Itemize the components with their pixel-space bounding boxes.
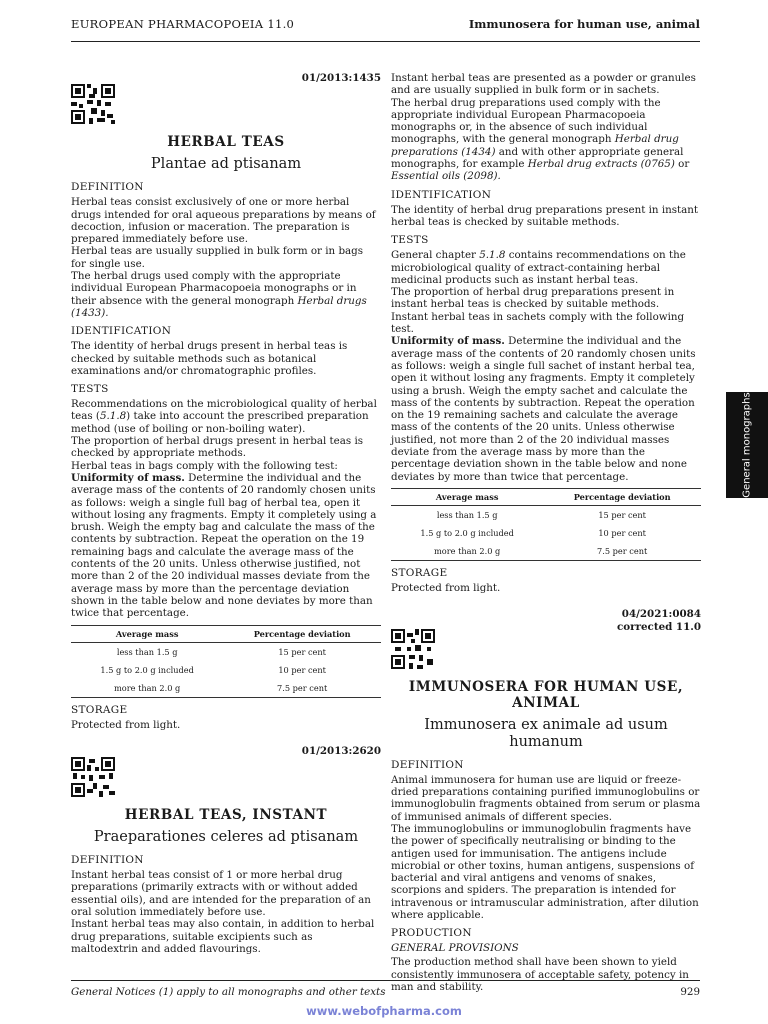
table-row: 1.5 g to 2.0 g included 10 per cent <box>100 664 326 675</box>
deviation-table <box>391 488 701 561</box>
paragraph: The proportion of herbal drug preparations present in instant herbal teas is checked by suitable methods. <box>391 286 675 311</box>
monograph-title: IMMUNOSERA FOR HUMAN USE, ANIMAL <box>408 678 684 711</box>
cross-reference: Herbal drug preparations (1434) <box>391 133 679 158</box>
test-label: Uniformity of mass. <box>71 471 185 484</box>
test-label: Uniformity of mass. <box>391 335 505 348</box>
right-column <box>391 72 701 993</box>
running-header-left: EUROPEAN PHARMACOPOEIA 11.0 <box>71 17 295 31</box>
monograph-title: HERBAL TEAS <box>167 134 285 151</box>
monograph-id-immunosera: 04/2021:0084 <box>621 608 701 621</box>
monograph-id-herbal-teas: 01/2013:1435 <box>301 72 381 84</box>
left-column <box>71 72 381 955</box>
paragraph: Herbal teas are usually supplied in bulk form or in bags for single use. <box>71 245 364 270</box>
section-tab-label: General monographs <box>741 392 753 498</box>
qr-code-icon <box>71 757 115 797</box>
correction-note: corrected 11.0 <box>617 620 701 633</box>
paragraph: Protected from light. <box>391 581 501 594</box>
table-header: Average mass <box>391 488 543 505</box>
latin-title: Immunosera ex animale ad usum humanum <box>424 716 668 750</box>
cross-reference: 5.1.8 <box>479 249 506 262</box>
paragraph: Animal immunosera for human use are liquid or freeze-dried preparations containing purified immunoglobulins or immunoglobulin fragments obtained from serum or plasma of immunised animals of different species. <box>391 773 701 823</box>
paragraph: The identity of herbal drug preparations present in instant herbal teas is checked by suitable methods. <box>391 203 699 228</box>
table-header: Average mass <box>71 625 223 642</box>
table-row: less than 1.5 g 15 per cent <box>116 646 326 657</box>
paragraph: Uniformity of mass. Determine the individual and the average mass of the contents of 20 randomly chosen units as follows: weigh a single full sachet of instant herbal tea, open it without losing any fragments. Empty it completely using a brush. Weigh the empty sachet and calculate the mass of the contents by subtraction. Repeat the operation on the 19 remaining sachets and calculate the average mass of the contents of the 20 units. Unless otherwise justified, not more than 2 of the 20 individual masses deviate from the average mass by more than the percentage deviation shown in the table below and none deviates by more than twice that percentage. <box>391 335 696 483</box>
paragraph: The herbal drug preparations used comply with the appropriate individual European Pharmacopoeia monographs or, in the absence of such individual monographs, with the general monograph Herbal drug preparations (1434) and with other appropriate general monographs, for example Herbal drug extracts (0765) or Essential oils (2098). <box>391 96 690 183</box>
footer-rule <box>71 980 700 981</box>
latin-title: Praeparationes celeres ad ptisanam <box>93 829 359 846</box>
running-header-right: Immunosera for human use, animal <box>468 17 700 31</box>
cross-reference: Herbal drugs (1433). <box>71 294 367 319</box>
section-heading: DEFINITION <box>71 181 144 194</box>
section-heading: PRODUCTION <box>391 927 472 940</box>
paragraph: The proportion of herbal drugs present in herbal teas is checked by appropriate methods. <box>71 435 364 460</box>
paragraph: Herbal teas consist exclusively of one or more herbal drugs intended for oral aqueous preparations by means of decoction, infusion or maceration. The preparation is prepared immediately before use. <box>71 196 376 246</box>
paragraph: Instant herbal teas in sachets comply with the following test. <box>391 310 685 336</box>
paragraph: Uniformity of mass. Determine the individual and the average mass of the contents of 20 randomly chosen units as follows: weigh a single full bag of herbal tea, open it without losing any fragments. Empty it completely using a brush. Weigh the empty bag and calculate the mass of the contents by subtraction. Repeat the operation on the 19 remaining bags and calculate the average mass of the contents of the 20 units. Unless otherwise justified, not more than 2 of the 20 individual masses deviate from the average mass by more than the percentage deviation shown in the table below and none deviates by more than twice that percentage. <box>71 471 377 620</box>
paragraph: Recommendations on the microbiological quality of herbal teas (5.1.8) take into account the prescribed preparation method (use of boiling or non-boiling water). <box>71 398 377 435</box>
cross-reference: Essential oils (2098). <box>391 170 501 183</box>
monograph-id-herbal-teas-instant: 01/2013:2620 <box>301 744 381 757</box>
paragraph: Herbal teas in bags comply with the following test: <box>71 459 338 472</box>
watermark-link[interactable]: www.webofpharma.com <box>306 1004 462 1018</box>
paragraph: The identity of herbal drugs present in herbal teas is checked by suitable methods such as botanical examinations and/or chromatographic profiles. <box>71 340 348 377</box>
paragraph: Instant herbal teas consist of 1 or more herbal drug preparations (primarily extracts with or without added essential oils), and are intended for the preparation of an oral solution immediately before use. <box>71 869 371 918</box>
monograph-title: HERBAL TEAS, INSTANT <box>124 807 328 824</box>
table-row: more than 2.0 g 7.5 per cent <box>391 542 701 561</box>
cross-reference: 5.1.8 <box>99 410 127 423</box>
qr-code-icon <box>391 629 435 669</box>
page-number: 929 <box>680 986 700 998</box>
qr-code-icon <box>71 84 115 124</box>
paragraph: General chapter 5.1.8 contains recommendations on the microbiological quality of extract-containing herbal medicinal products such as instant herbal teas. <box>391 249 686 286</box>
paragraph: Protected from light. <box>71 718 181 731</box>
paragraph: The herbal drugs used comply with the appropriate individual European Pharmacopoeia monographs or in their absence with the general monograph Herbal drugs (1433). <box>71 270 367 319</box>
table-row: less than 1.5 g 15 per cent <box>436 509 646 520</box>
section-heading: STORAGE <box>71 703 128 716</box>
paragraph: The production method shall have been shown to yield consistently immunosera of acceptable safety, potency in man and stability. <box>391 956 689 993</box>
paragraph: Instant herbal teas are presented as a powder or granules and are usually supplied in bulk form or in sachets. <box>391 72 696 97</box>
paragraph: The immunoglobulins or immunoglobulin fragments have the power of specifically neutralising or binding to the antigen used for immunisation. The antigens include microbial or other toxins, human antigens, suspensions of bacterial and viral antigens and venoms of snakes, scorpions and spiders. The preparation is intended for intravenous or intramuscular administration, after dilution where applicable. <box>391 822 699 922</box>
table-row: 1.5 g to 2.0 g included 10 per cent <box>420 527 646 538</box>
paragraph: Instant herbal teas may also contain, in addition to herbal drug preparations, suitable excipients such as maltodextrin and added flavourings. <box>71 918 375 955</box>
section-tab <box>726 392 768 498</box>
section-heading: DEFINITION <box>391 758 464 771</box>
section-heading: TESTS <box>391 234 429 247</box>
section-heading: DEFINITION <box>71 854 144 867</box>
section-heading: IDENTIFICATION <box>71 325 172 338</box>
latin-title: Plantae ad ptisanam <box>150 156 302 173</box>
header-rule <box>71 41 700 42</box>
table-header: Percentage deviation <box>223 625 381 642</box>
section-heading: IDENTIFICATION <box>391 188 492 201</box>
deviation-table <box>71 625 381 698</box>
table-row: more than 2.0 g 7.5 per cent <box>71 679 381 698</box>
footer-notice: General Notices (1) apply to all monographs and other texts <box>71 986 386 998</box>
section-heading: STORAGE <box>391 566 448 579</box>
table-header: Percentage deviation <box>543 488 701 505</box>
section-heading: TESTS <box>71 383 109 396</box>
subsection-heading: GENERAL PROVISIONS <box>391 942 519 955</box>
cross-reference: Herbal drug extracts (0765) <box>527 158 675 171</box>
